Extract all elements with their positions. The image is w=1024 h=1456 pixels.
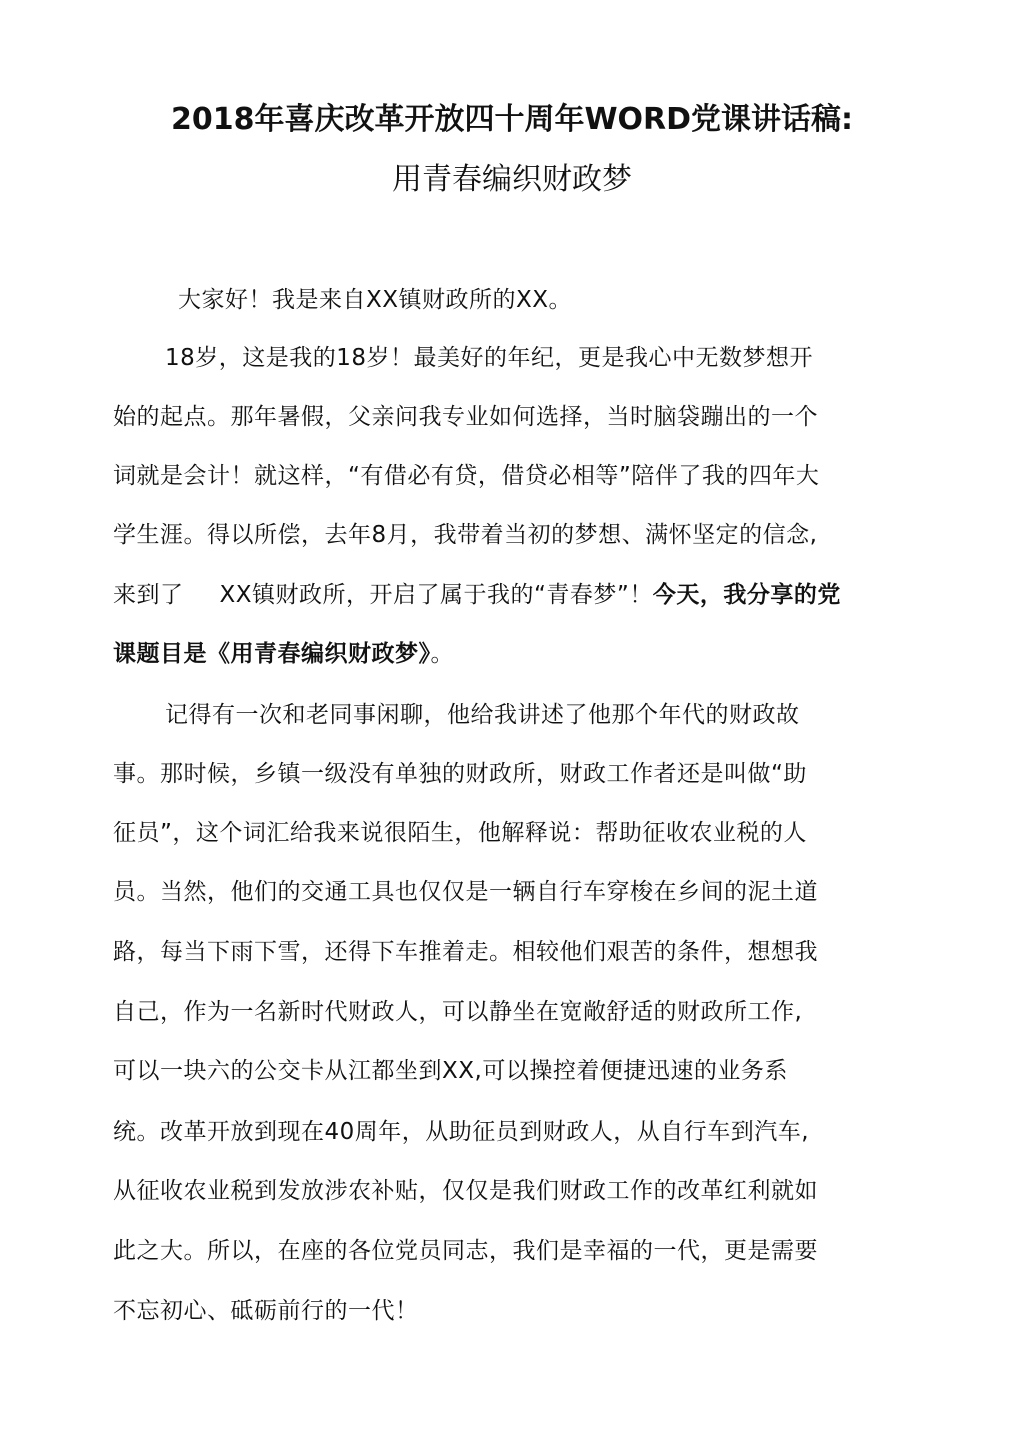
paragraph-1-line-6-bold: 课题目是《用青春编织财政梦》 [113,641,431,667]
paragraph-2-line-11: 不忘初心、砥砺前行的一代！ [113,1298,419,1324]
paragraph-2-line-8: 统。改革开放到现在40周年，从助征员到财政人，从自行车到汽车, [113,1119,810,1145]
paragraph-2-line-4: 员。当然，他们的交通工具也仅仅是一辆自行车穿梭在乡间的泥土道 [113,879,818,905]
paragraph-1-line-5 [113,580,841,610]
paragraph-2-line-6: 自己，作为一名新时代财政人，可以静坐在宽敞舒适的财政所工作, [113,999,803,1025]
greeting-line: 大家好！我是来自XX镇财政所的XX。 [178,287,573,313]
paragraph-1-line-6 [113,639,454,669]
document-title: 2018年喜庆改革开放四十周年WORD党课讲话稿: [170,102,854,137]
paragraph-1-line-3: 词就是会计！就这样，“有借必有贷，借贷必相等”陪伴了我的四年大 [113,463,820,489]
paragraph-1-line-6-end: 。 [430,641,454,667]
paragraph-1-line-4: 学生涯。得以所偿，去年8月，我带着当初的梦想、满怀坚定的信念, [113,522,818,548]
document-subtitle: 用青春编织财政梦 [392,162,632,197]
paragraph-2-line-10: 此之大。所以，在座的各位党员同志，我们是幸福的一代，更是需要 [113,1238,818,1264]
paragraph-1-line-5-middle: XX镇财政所，开启了属于我的“青春梦”！ [219,582,653,608]
paragraph-2-line-5: 路，每当下雨下雪，还得下车推着走。相较他们艰苦的条件，想想我 [113,939,818,965]
paragraph-1-line-2: 始的起点。那年暑假，父亲问我专业如何选择，当时脑袋蹦出的一个 [113,404,818,430]
paragraph-1-line-5-bold: 今天，我分享的党 [652,582,841,608]
paragraph-2-line-1: 记得有一次和老同事闲聊，他给我讲述了他那个年代的财政故 [165,702,800,728]
paragraph-1-line-5-start: 来到了 [113,582,184,608]
paragraph-2-line-7: 可以一块六的公交卡从江都坐到XX,可以操控着便捷迅速的业务系 [113,1058,788,1084]
paragraph-2-line-9: 从征收农业税到发放涉农补贴，仅仅是我们财政工作的改革红利就如 [113,1178,818,1204]
paragraph-1-line-1: 18岁，这是我的18岁！最美好的年纪，更是我心中无数梦想开 [165,345,814,371]
paragraph-2-line-2: 事。那时候，乡镇一级没有单独的财政所，财政工作者还是叫做“助 [113,761,807,787]
paragraph-2-line-3: 征员”，这个词汇给我来说很陌生，他解释说：帮助征收农业税的人 [113,820,807,846]
